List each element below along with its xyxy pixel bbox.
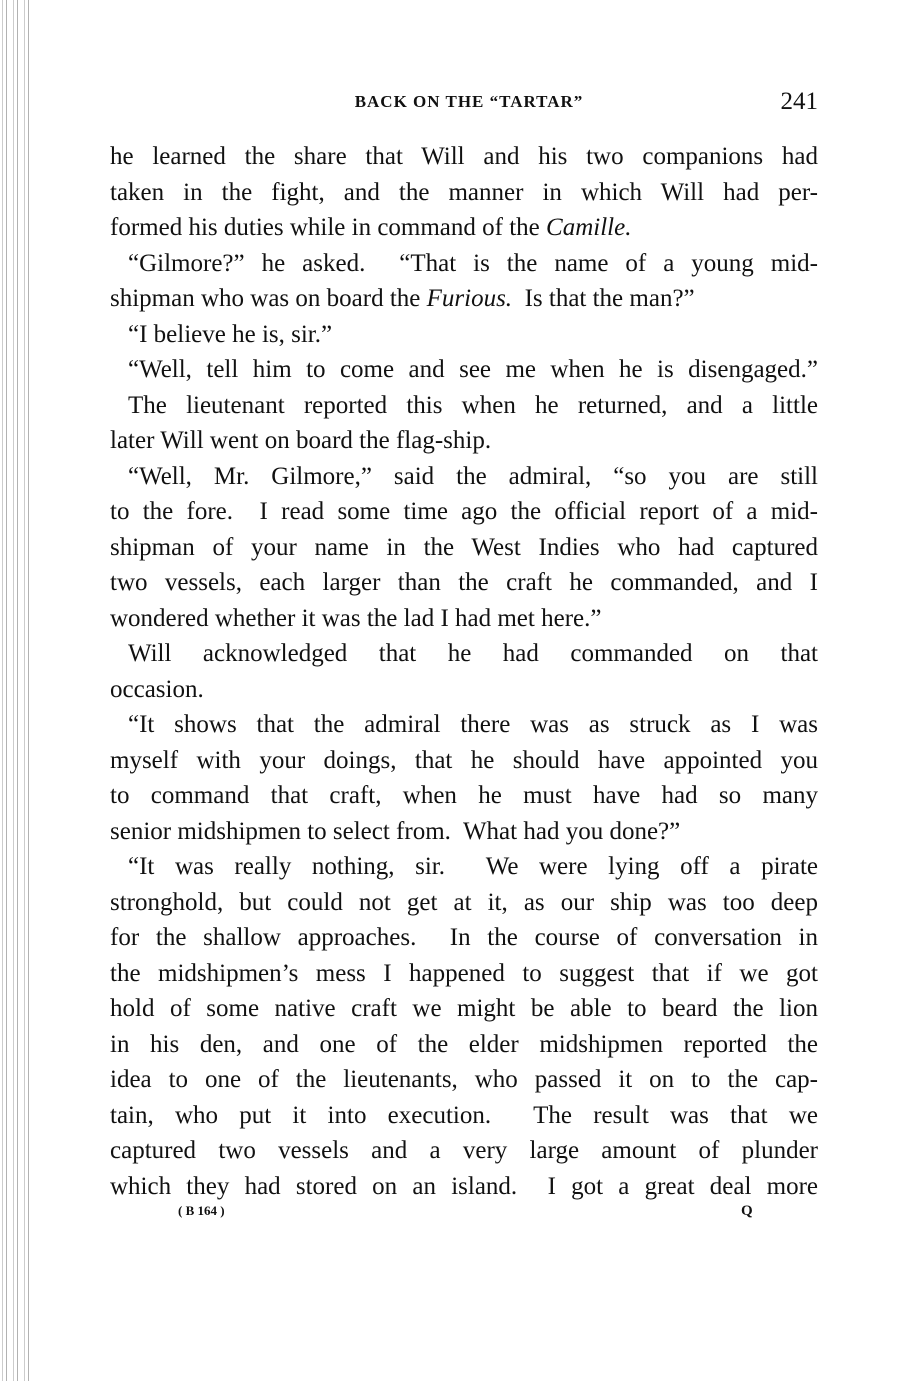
text-segment: tain, who put it into execution. The result was that we — [110, 1101, 818, 1129]
text-line — [110, 139, 818, 175]
text-segment: shipman who was on board the — [110, 285, 427, 312]
text-segment: in his den, and one of the elder midshipmen reported the — [110, 1030, 818, 1058]
text-segment: “It shows that the admiral there was as struck as I was — [128, 711, 818, 738]
text-line — [110, 246, 818, 282]
text-line — [110, 565, 818, 601]
text-line — [110, 210, 818, 246]
text-segment: Is that the man?” — [512, 285, 695, 312]
running-head-title: BACK ON THE “TARTAR” — [354, 92, 584, 111]
text-segment: senior midshipmen to select from. What had you done?” — [110, 817, 681, 845]
text-segment: “Gilmore?” he asked. “That is the name of a young mid- — [128, 249, 818, 277]
text-line — [110, 707, 818, 743]
text-line — [110, 672, 818, 708]
italic-segment: Furious. — [426, 285, 513, 312]
text-line — [110, 175, 818, 211]
signature-mark: ( B 164 ) — [178, 1203, 225, 1218]
text-line — [110, 1027, 818, 1063]
text-line — [110, 885, 818, 921]
text-line — [110, 1133, 818, 1169]
text-segment: myself with your doings, that he should have appointed you — [110, 746, 818, 774]
text-line — [110, 920, 818, 956]
text-segment: “I believe he is, sir.” — [128, 320, 333, 348]
text-line — [110, 1062, 818, 1098]
text-line — [110, 352, 818, 388]
text-segment: shipman of your name in the West Indies who had captured — [110, 533, 818, 561]
text-line — [110, 1169, 818, 1205]
text-segment: “It was really nothing, sir. We were lying off a pirate — [128, 853, 818, 880]
text-segment: wondered whether it was the lad I had met here.” — [110, 604, 602, 632]
text-line — [110, 423, 818, 459]
text-segment: formed his duties while in command of the — [110, 214, 547, 241]
text-segment: for the shallow approaches. In the course of conversation in — [110, 924, 818, 951]
text-segment: hold of some native craft we might be able to beard the lion — [110, 995, 818, 1022]
text-segment: idea to one of the lieutenants, who passed it on to the cap- — [110, 1066, 818, 1093]
text-line — [110, 814, 818, 850]
quire-mark: Q — [741, 1203, 753, 1219]
text-line — [110, 388, 818, 424]
text-line — [110, 991, 818, 1027]
text-line — [110, 494, 818, 530]
text-segment: later Will went on board the flag-ship. — [110, 427, 492, 454]
text-segment: the midshipmen’s mess I happened to suggest that if we got — [110, 959, 818, 987]
text-segment: which they had stored on an island. I got a great deal more — [110, 1172, 818, 1200]
text-segment: captured two vessels and a very large amount of plunder — [110, 1137, 818, 1164]
text-line — [110, 601, 818, 637]
text-line — [110, 778, 818, 814]
text-line — [110, 956, 818, 992]
text-line — [110, 1098, 818, 1134]
text-segment: occasion. — [110, 675, 204, 703]
page-number: 241 — [780, 88, 818, 115]
text-line — [110, 317, 818, 353]
text-line — [110, 636, 818, 672]
body-text — [110, 139, 818, 1204]
text-line — [110, 849, 818, 885]
text-segment: to command that craft, when he must have had so many — [110, 782, 818, 809]
text-line — [110, 743, 818, 779]
text-line — [110, 281, 818, 317]
text-line — [110, 459, 818, 495]
text-segment: “Well, tell him to come and see me when he is disengaged.” — [128, 356, 818, 383]
text-segment: he learned the share that Will and his two companions had — [110, 143, 818, 170]
text-segment: The lieutenant reported this when he returned, and a little — [128, 391, 818, 419]
page-footer — [0, 1203, 923, 1225]
text-segment: “Well, Mr. Gilmore,” said the admiral, “so you are still — [128, 462, 818, 490]
text-segment: Will acknowledged that he had commanded on that — [128, 640, 818, 667]
text-segment: stronghold, but could not get at it, as our ship was too deep — [110, 888, 818, 916]
italic-segment: Camille. — [546, 214, 632, 241]
text-segment: two vessels, each larger than the craft he commanded, and I — [110, 569, 818, 596]
scan-binding-edge — [0, 0, 34, 1381]
running-head — [110, 90, 818, 120]
text-line — [110, 530, 818, 566]
text-segment: taken in the fight, and the manner in which Will had per- — [110, 178, 818, 206]
text-segment: to the fore. I read some time ago the official report of a mid- — [110, 498, 818, 525]
